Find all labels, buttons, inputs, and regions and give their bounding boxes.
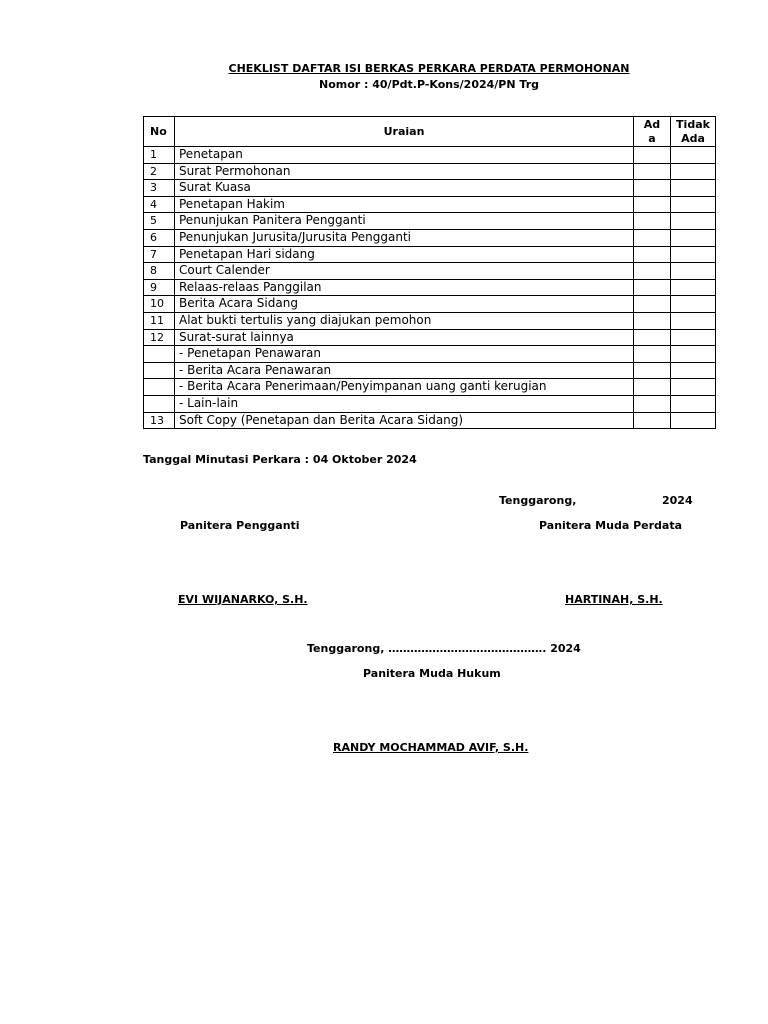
row-uraian: Berita Acara Sidang (175, 296, 634, 313)
checkbox-tidak-ada-cell[interactable] (671, 395, 716, 412)
header-no: No (144, 117, 175, 147)
row-uraian: Penetapan Hakim (175, 196, 634, 213)
row-number: 13 (144, 412, 175, 429)
place-date-1: Tenggarong, (499, 494, 577, 507)
checkbox-ada-cell[interactable] (634, 279, 671, 296)
table-row (144, 312, 716, 329)
row-uraian: Penetapan Hari sidang (175, 246, 634, 263)
checkbox-ada-cell[interactable] (634, 346, 671, 363)
checkbox-ada-cell[interactable] (634, 412, 671, 429)
checkbox-ada-cell[interactable] (634, 379, 671, 396)
checkbox-ada-cell[interactable] (634, 213, 671, 230)
row-number: 7 (144, 246, 175, 263)
table-row (144, 180, 716, 197)
row-number: 3 (144, 180, 175, 197)
row-number: 5 (144, 213, 175, 230)
row-uraian: Surat Kuasa (175, 180, 634, 197)
row-uraian: - Berita Acara Penerimaan/Penyimpanan uang ganti kerugian (175, 379, 634, 396)
checklist-table (143, 116, 716, 429)
row-number: 2 (144, 163, 175, 180)
header-tidak-line2: Ada (681, 131, 705, 145)
row-uraian: - Penetapan Penawaran (175, 346, 634, 363)
checkbox-tidak-ada-cell[interactable] (671, 246, 716, 263)
role-panitera-muda-perdata: Panitera Muda Perdata (539, 519, 683, 532)
table-row (144, 379, 716, 396)
checkbox-tidak-ada-cell[interactable] (671, 329, 716, 346)
table-row (144, 246, 716, 263)
table-row (144, 196, 716, 213)
checkbox-tidak-ada-cell[interactable] (671, 147, 716, 164)
row-uraian: Penunjukan Panitera Pengganti (175, 213, 634, 230)
checkbox-ada-cell[interactable] (634, 196, 671, 213)
row-uraian: Relaas-relaas Panggilan (175, 279, 634, 296)
row-uraian: - Berita Acara Penawaran (175, 362, 634, 379)
row-number: 6 (144, 229, 175, 246)
table-header-row (144, 117, 716, 147)
header-ada-line2: a (648, 131, 656, 145)
tanggal-minutasi: Tanggal Minutasi Perkara : 04 Oktober 2024 (143, 453, 417, 466)
checkbox-ada-cell[interactable] (634, 296, 671, 313)
row-uraian: Court Calender (175, 263, 634, 280)
checkbox-tidak-ada-cell[interactable] (671, 296, 716, 313)
place-date-2: Tenggarong, ……………………………………. 2024 (307, 642, 581, 655)
role-panitera-muda-hukum: Panitera Muda Hukum (363, 667, 501, 680)
checkbox-tidak-ada-cell[interactable] (671, 229, 716, 246)
checkbox-ada-cell[interactable] (634, 163, 671, 180)
table-row (144, 329, 716, 346)
table-row (144, 229, 716, 246)
header-ada-line1: Ad (643, 117, 661, 131)
signatory-right-name: HARTINAH, S.H. (565, 593, 663, 606)
checkbox-tidak-ada-cell[interactable] (671, 213, 716, 230)
checkbox-tidak-ada-cell[interactable] (671, 263, 716, 280)
row-uraian: Surat-surat lainnya (175, 329, 634, 346)
year-1: 2024 (662, 494, 693, 507)
role-panitera-pengganti: Panitera Pengganti (180, 519, 300, 532)
header-ada (634, 117, 671, 147)
row-number: 1 (144, 147, 175, 164)
table-row (144, 163, 716, 180)
row-number (144, 379, 175, 396)
checkbox-tidak-ada-cell[interactable] (671, 312, 716, 329)
row-number (144, 395, 175, 412)
checkbox-tidak-ada-cell[interactable] (671, 379, 716, 396)
checkbox-ada-cell[interactable] (634, 312, 671, 329)
checkbox-tidak-ada-cell[interactable] (671, 412, 716, 429)
table-row (144, 279, 716, 296)
row-number: 10 (144, 296, 175, 313)
table-row (144, 346, 716, 363)
row-uraian: Surat Permohonan (175, 163, 634, 180)
signatory-center-name: RANDY MOCHAMMAD AVIF, S.H. (333, 741, 529, 754)
row-uraian: Alat bukti tertulis yang diajukan pemohon (175, 312, 634, 329)
row-uraian: Penetapan (175, 147, 634, 164)
document-title: CHEKLIST DAFTAR ISI BERKAS PERKARA PERDATA PERMOHONAN (228, 62, 630, 75)
checkbox-ada-cell[interactable] (634, 180, 671, 197)
signatory-left-name: EVI WIJANARKO, S.H. (178, 593, 308, 606)
row-uraian: Penunjukan Jurusita/Jurusita Pengganti (175, 229, 634, 246)
checkbox-tidak-ada-cell[interactable] (671, 279, 716, 296)
row-uraian: - Lain-lain (175, 395, 634, 412)
checkbox-tidak-ada-cell[interactable] (671, 180, 716, 197)
row-number: 4 (144, 196, 175, 213)
row-number: 9 (144, 279, 175, 296)
row-number: 11 (144, 312, 175, 329)
table-row (144, 412, 716, 429)
checkbox-ada-cell[interactable] (634, 229, 671, 246)
row-number: 12 (144, 329, 175, 346)
table-row (144, 362, 716, 379)
header-tidak-ada (671, 117, 716, 147)
checkbox-tidak-ada-cell[interactable] (671, 163, 716, 180)
row-uraian: Soft Copy (Penetapan dan Berita Acara Sidang) (175, 412, 634, 429)
table-row (144, 213, 716, 230)
table-row (144, 296, 716, 313)
checkbox-ada-cell[interactable] (634, 395, 671, 412)
header-tidak-line1: Tidak (676, 117, 710, 131)
table-row (144, 147, 716, 164)
row-number: 8 (144, 263, 175, 280)
checkbox-tidak-ada-cell[interactable] (671, 346, 716, 363)
checkbox-ada-cell[interactable] (634, 329, 671, 346)
checkbox-ada-cell[interactable] (634, 263, 671, 280)
checkbox-ada-cell[interactable] (634, 147, 671, 164)
table-row (144, 395, 716, 412)
row-number (144, 346, 175, 363)
header-uraian: Uraian (175, 117, 634, 147)
checkbox-ada-cell[interactable] (634, 246, 671, 263)
checkbox-ada-cell[interactable] (634, 362, 671, 379)
row-number (144, 362, 175, 379)
case-number: Nomor : 40/Pdt.P-Kons/2024/PN Trg (318, 78, 539, 91)
checkbox-tidak-ada-cell[interactable] (671, 196, 716, 213)
table-row (144, 263, 716, 280)
checkbox-tidak-ada-cell[interactable] (671, 362, 716, 379)
